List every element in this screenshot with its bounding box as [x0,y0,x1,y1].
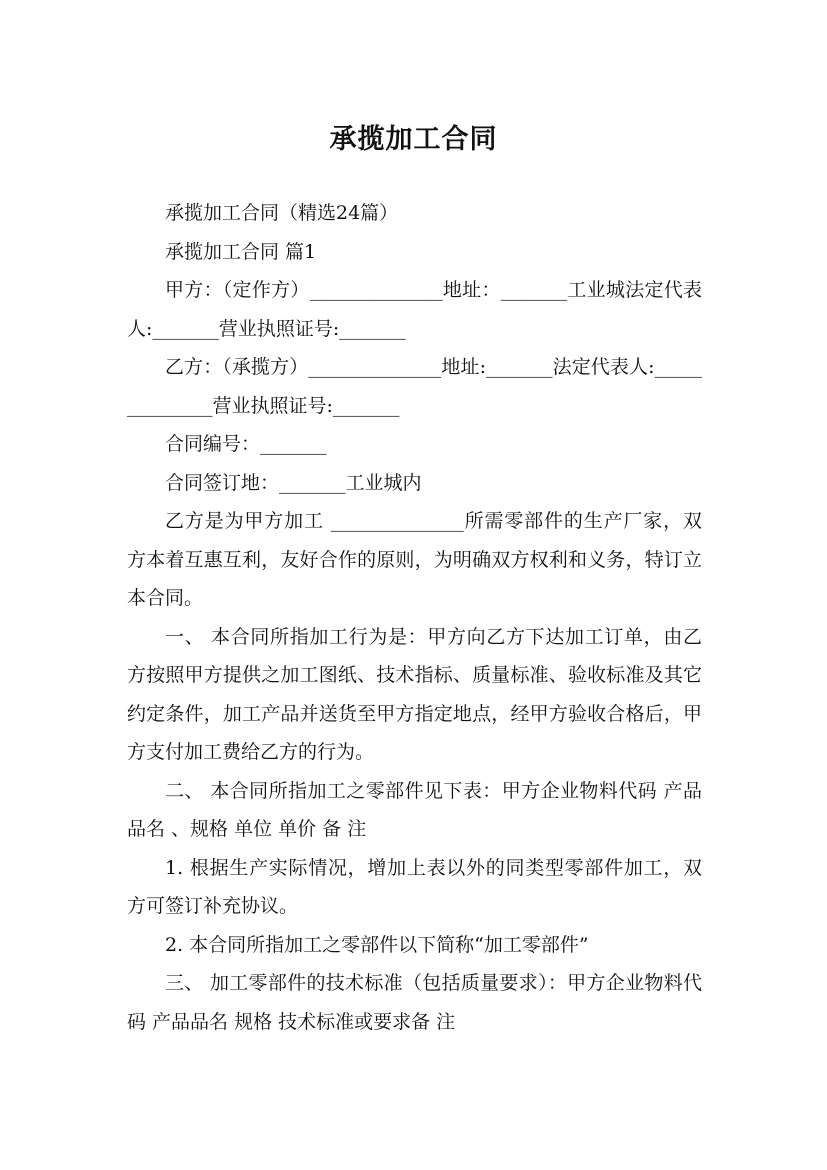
paragraph-clause-2-item-2: 2. 本合同所指加工之零部件以下简称“加工零部件” [165,933,589,956]
paragraph-signing-place: 合同签订地：_______工业城内 [165,471,422,494]
paragraph-subtitle: 承揽加工合同（精选24篇） [165,202,399,224]
paragraph-clause-2: 二、 本合同所指加工之零部件见下表：甲方企业物料代码 产品品名 、规格 单位 单价 备 注 [127,779,702,840]
document-body [127,194,702,1041]
paragraph-preamble: 乙方是为甲方加工 ______________所需零部件的生产厂家，双方本着互惠互利，友好合作的原则，为明确双方权利和义务，特订立本合同。 [127,510,702,609]
paragraph-party-a: 甲方：（定作方）______________地址：_______工业城法定代表人:_______营业执照证号:_______ [127,279,702,340]
paragraph-section-heading: 承揽加工合同 篇1 [165,240,317,263]
document-title: 承揽加工合同 [329,124,498,156]
paragraph-clause-2-item-1: 1. 根据生产实际情况，增加上表以外的同类型零部件加工，双方可签订补充协议。 [127,856,702,917]
paragraph-clause-3: 三、 加工零部件的技术标准（包括质量要求）：甲方企业物料代码 产品品名 规格 技术标准或要求备 注 [127,972,702,1033]
paragraph-contract-number: 合同编号：_______ [165,433,327,455]
paragraph-clause-1: 一、 本合同所指加工行为是：甲方向乙方下达加工订单，由乙方按照甲方提供之加工图纸、技术指标、质量标准、验收标准及其它约定条件，加工产品并送货至甲方指定地点，经甲方验收合格后，甲方支付加工费给乙方的行为。 [127,625,702,763]
paragraph-party-b: 乙方：（承揽方）______________地址:_______法定代表人:______________营业执照证号:_______ [127,356,702,417]
